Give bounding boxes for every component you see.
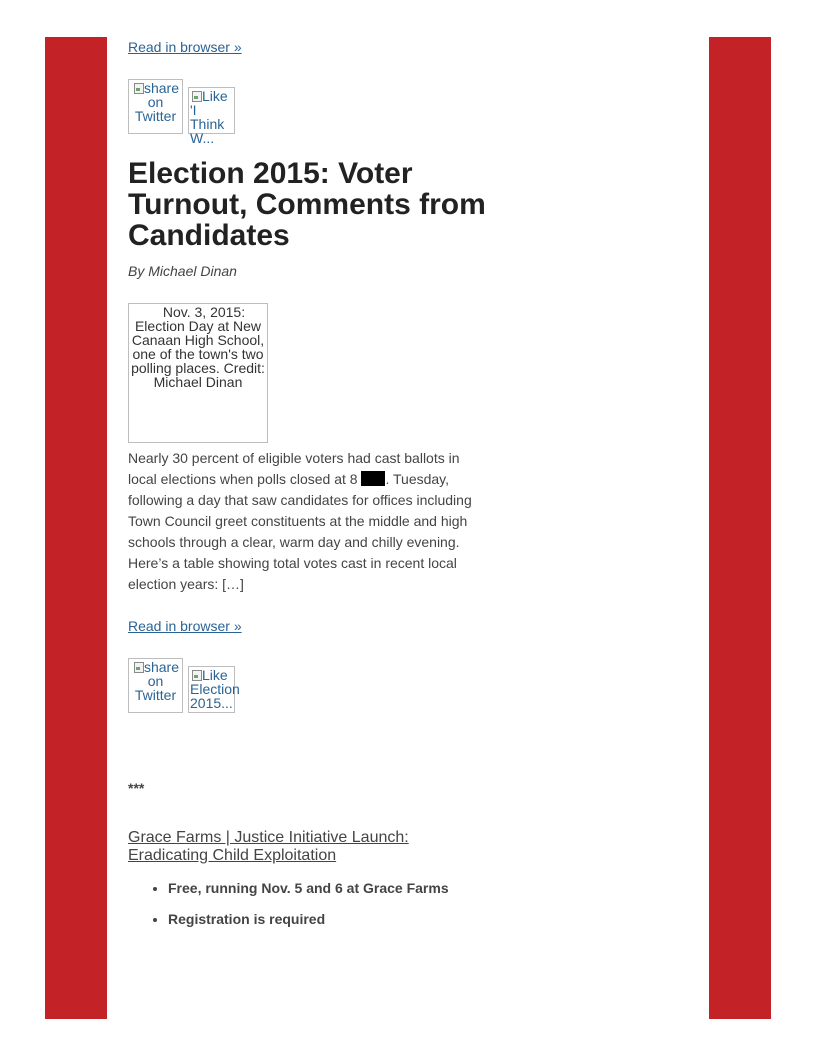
excerpt-text-start: Nearly 30 percent of eligible voters had cast ballots in local elections when polls closed at 8: [128, 450, 460, 487]
read-in-browser-link[interactable]: Read in browser »: [128, 39, 242, 55]
broken-image-icon: [190, 89, 202, 103]
list-item: • Registration is required: [168, 911, 449, 928]
share-row: [128, 79, 235, 146]
share-on-twitter-button[interactable]: [128, 79, 183, 134]
left-red-bar: [45, 37, 107, 1019]
broken-image-icon: [132, 81, 144, 95]
broken-image-icon: [132, 660, 144, 674]
article-byline: By Michael Dinan: [128, 263, 237, 279]
article-excerpt: [128, 448, 478, 595]
share-on-twitter-button[interactable]: [128, 658, 183, 713]
share-row-article: [128, 658, 240, 713]
like-alt-text: Like 'I Think W...: [190, 88, 228, 146]
photo-alt-text: Nov. 3, 2015: Election Day at New Canaan High School, one of the town's two polling places. Credit: Michael Dinan: [131, 304, 265, 390]
share-twitter-alt-text: share on Twitter: [134, 659, 180, 703]
broken-image-icon: [190, 668, 202, 682]
read-in-browser-link-article[interactable]: Read in browser »: [128, 618, 242, 634]
facebook-like-button[interactable]: [188, 666, 240, 713]
list-item: • Free, running Nov. 5 and 6 at Grace Farms: [168, 880, 449, 897]
facebook-like-button[interactable]: [188, 87, 235, 146]
section-separator: ***: [128, 780, 145, 796]
right-red-bar: [709, 37, 771, 1019]
share-twitter-alt-text: share on Twitter: [134, 80, 180, 124]
excerpt-text-end: . Tuesday, following a day that saw candidates for offices including Town Council greet constituents at the middle and high schools through a clear, warm day and chilly evening. Here’s a table showing total votes cast in recent local election years: […]: [128, 471, 472, 592]
redaction-box: [361, 471, 385, 486]
like-alt-text: Like Election 2015...: [190, 667, 240, 711]
promo-link[interactable]: Grace Farms | Justice Initiative Launch: Eradicating Child Exploitation: [128, 829, 409, 864]
broken-image-icon: [151, 305, 163, 319]
article-photo: [128, 303, 268, 443]
promo-bullet-list: [128, 880, 449, 942]
article-headline: Election 2015: Voter Turnout, Comments from Candidates: [128, 157, 486, 252]
